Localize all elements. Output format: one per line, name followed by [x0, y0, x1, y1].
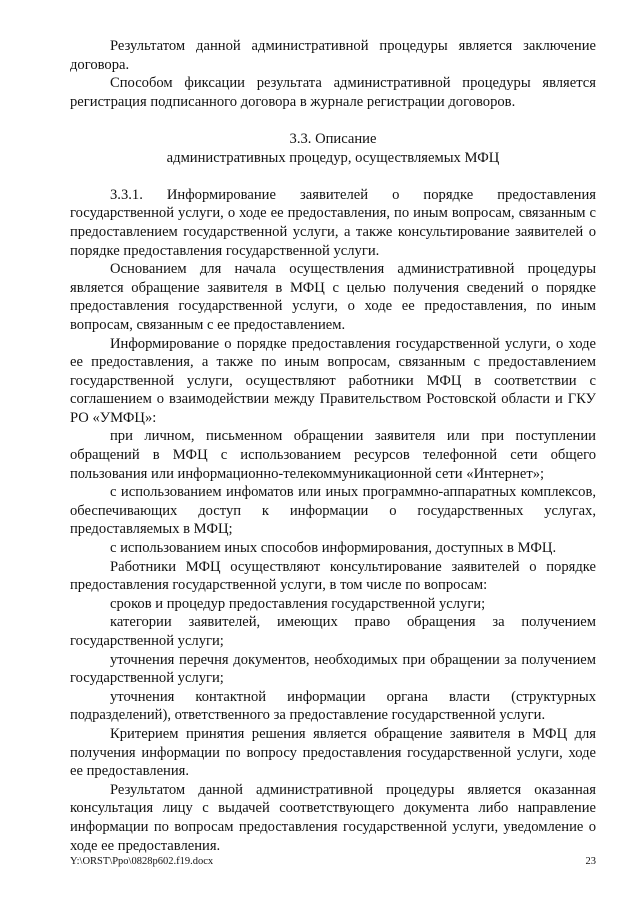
section-heading: 3.3. Описание [289, 130, 377, 147]
body-paragraph: с использованием инфоматов или иных программно-аппаратных комплексов, обеспечивающих доступ к информации о государственных услугах, предоставляемых в МФЦ; [70, 484, 596, 538]
paragraph-spacer [70, 111, 596, 130]
body-paragraph: с использованием иных способов информирования, доступных в МФЦ. [110, 540, 557, 557]
body-paragraph: Критерием принятия решения является обращение заявителя в МФЦ для получения информации по вопросу предоставления государственной услуги, ходе ее предоставления. [70, 725, 596, 780]
paragraph-spacer [70, 167, 596, 186]
body-paragraph: категории заявителей, имеющих право обращения за получением государственной услуги; [70, 614, 596, 649]
body-paragraph: при личном, письменном обращении заявителя или при поступлении обращений в МФЦ с использованием ресурсов телефонной сети общего пользования или информационно-телекоммуникационной сети «Интернет»; [70, 428, 596, 482]
body-paragraph: Способом фиксации результата административной процедуры является регистрация подписанного договора в журнале регистрации договоров. [70, 75, 596, 110]
body-paragraph: Работники МФЦ осуществляют консультирование заявителей о порядке предоставления государственной услуги, в том числе по вопросам: [70, 558, 596, 594]
body-paragraph: уточнения перечня документов, необходимых при обращении за получением государственной услуги; [70, 651, 596, 687]
document-body [70, 37, 596, 855]
body-paragraph: сроков и процедур предоставления государственной услуги; [110, 595, 486, 612]
body-paragraph: Основанием для начала осуществления административной процедуры является обращение заявителя в МФЦ с целью получения сведений о порядке предоставления государственной услуги, о ходе ее предоставления, по иным вопросам, связанным с ее предоставлением. [70, 261, 596, 333]
page-number: 23 [585, 856, 596, 867]
body-paragraph: Результатом данной административной процедуры является оказанная консультация лицу с выдачей соответствующего документа либо направление информации по вопросам предоставления государственной услуги, уведомление о ходе ее предоставления. [70, 781, 596, 854]
body-paragraph: Результатом данной административной процедуры является заключение договора. [70, 38, 596, 73]
body-paragraph: уточнения контактной информации органа власти (структурных подразделений), ответственного за предоставление государственной услуги. [70, 688, 596, 724]
body-paragraph: Информирование о порядке предоставления государственной услуги, о ходе ее предоставления, а также по иным вопросам, связанным с предоставлением государственной услуги, осуществляют работники МФЦ в соответствии с соглашением о взаимодействии между Правительством Ростовской области и ГКУ РО «УМФЦ»: [70, 335, 596, 426]
footer-file-path: Y:\ORST\Ppo\0828p602.f19.docx [70, 856, 214, 867]
section-heading: административных процедур, осуществляемых МФЦ [166, 149, 500, 166]
body-paragraph: 3.3.1. Информирование заявителей о порядке предоставления государственной услуги, о ходе ее предоставления, по иным вопросам, связанным с предоставлением государственной услуги, а также консультирование заявителей о порядке предоставления государственной услуги. [70, 186, 596, 259]
